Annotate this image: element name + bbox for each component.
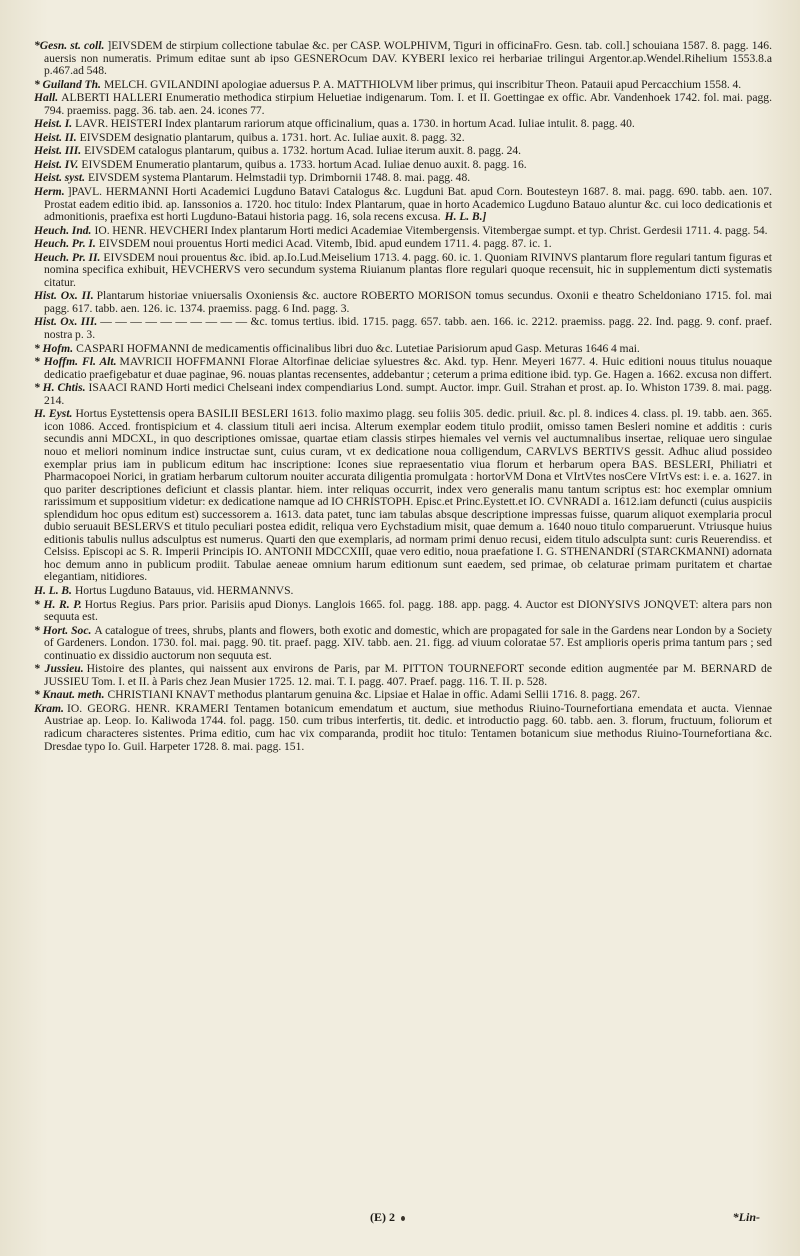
entry-text: Plantarum historiae vniuersalis Oxoniensis &c. auctore ROBERTO MORISON tomus secundus. Oxonii e theatro Scheldoniano 1715. fol. mai pagg. 617. tabb. aen. 126. ic. 1374. praemiss. pagg. 6 Ind. pagg. 3.	[44, 289, 772, 315]
entry-text: EIVSDEM designatio plantarum, quibus a. 1731. hort. Ac. Iuliae auxit. 8. pagg. 32.	[79, 130, 465, 144]
entry-siglum: H. L. B.	[34, 583, 72, 597]
catchword: *Lin-	[732, 1210, 760, 1224]
entry-siglum: Heist. I.	[34, 117, 73, 131]
entry-siglum: Hist. Ox. III.	[34, 315, 98, 329]
catalogue-entry	[34, 703, 772, 753]
entry-text: Hortus Eystettensis opera BASILII BESLERI 1613. folio maximo plagg. seu foliis 305. dedic. priuil. &c. pl. 8. indices 4. class. pl. 19. tabb. aen. 365. icon 1086. Acced. frontispicium et 4. classium tituli aeri incisa. Alterum exemplar eodem titulo prodiit, omisso tamen Besleri nomine et additis : curis secundis anni MDCXL, in quo descriptiones omissae, quartae etiam classis stirpes hiemales vel vernis vel auctumnalibus insertae, reliquae uero singulae nouo et meliori nominum indice instructae sunt, cuius curam, vt ex dedicatione noua colligendum, CARVLVS BERTIVS gessit. Adhuc aliud possideo exemplar prius iam in publicum editum hac inscriptione: Icones siue repraesentatio viua florum et herbarum opera BAS. BESLERI, Philiatri et Pharmacopoei Norici, in gratiam herbarum cultorum nouiter accurata diligentia promulgata : hortorVM Dona et VIrtVtes nosCere VIrtVs est: i. e. a. 1627. in quo pariter descriptiones deficiunt et classis plantar. hiem. inter reliquas occurrit, index vero generalis manu tantum scriptus est: hoc exemplar omnium rarissimum et suppositium videtur: ex dedicatione namque ad IO CHRISTOPH. Episc.et Princ.Eystett.et IO. CVNRADI a. 1612.iam defuncti (cuius auspiciis splendidum hoc opus editum est) successorem a. 1613. data patet, tunc iam tabulas absque descriptione impressas fuisse, quarum aliquot exemplaria procul dubio seruauit BESLERVS et titulo peculiari postea edidit, reliqua vero Eychstadium misit, quae demum a. 1640 nouo titulo comparuerunt. Vtriusque huius editionis tabulis nullus adsculptus est numerus. Quarti den que exemplaris, ad normam primi denuo recusi, eidem titulo adsculpta sunt: curis Reuerendiss. et Celsiss. Episcopi ac S. R. Imperii Principis IO. ANTONII MDCCXIII, quae vero editio, noua praefatione I. G. STHENANDRI (STARCKMANNI) adornata hoc demum anno in publicum prodiit. Tabulae aeneae omnium harum editionum sunt eaedem, sed primae, ob celaturae primam puritatem et chartae elegantiam, nitidiores.	[44, 407, 772, 584]
entry-siglum: * H. Chtis.	[34, 381, 86, 395]
entry-text: CHRISTIANI KNAVT methodus plantarum genuina &c. Lipsiae et Halae in offic. Adami Sellii 1716. 8. pagg. 267.	[107, 688, 641, 702]
catalogue-entry	[34, 79, 772, 92]
entry-siglum: Heist. III.	[34, 144, 82, 158]
catalogue-entry	[34, 585, 772, 598]
entry-siglum: * Guiland Th.	[34, 77, 101, 91]
entry-siglum: * Hofm.	[34, 341, 74, 355]
entry-text: A catalogue of trees, shrubs, plants and flowers, both exotic and domestic, which are propagated for sale in the Gardens near London by a Society of Gardeners. London. 1730. fol. mai. pagg. 90. tit. praef. pagg. XIV. tabb. aen. 21. figg. ad viuum coloratae 57. Est amplioris operis prima tantum pars ; sed continuatio ex dissidio auctorum non sequuta est.	[44, 623, 772, 662]
entry-siglum: Heuch. Pr. II.	[34, 250, 101, 264]
entry-siglum: Heist. syst.	[34, 171, 86, 185]
entry-text: Histoire des plantes, qui naissent aux environs de Paris, par M. PITTON TOURNEFORT seconde edition augmentée par M. BERNARD de JUSSIEU Tom. I. et II. à Paris chez Jean Musier 1725. 12. mai. T. I. pagg. 407. Praef. pagg. 116. T. II. p. 528.	[44, 662, 773, 688]
entry-siglum: H. Eyst.	[34, 407, 73, 421]
entry-text: Hortus Regius. Pars prior. Parisiis apud Dionys. Langlois 1665. fol. pagg. 188. app. pagg. 4. Auctor est DIONYSIVS JONQVET: altera pars non sequuta est.	[44, 597, 772, 624]
entry-text: EIVSDEM noui prouentus Horti medici Acad. Vitemb, Ibid. apud eundem 1711. 4. pagg. 87. ic. 1.	[98, 237, 552, 251]
entry-siglum: Heuch. Pr. I.	[34, 237, 96, 251]
entry-text: Hortus Lugduno Batauus, vid. HERMANNVS.	[74, 583, 294, 597]
catalogue-entry	[34, 132, 772, 145]
entry-siglum: Kram.	[34, 701, 64, 715]
entry-siglum: * Hort. Soc.	[34, 623, 92, 637]
catalogue-entries	[34, 40, 772, 753]
entry-siglum: Hall.	[34, 91, 59, 105]
page-footer	[0, 1210, 800, 1230]
entry-siglum: * Jussieu.	[34, 662, 84, 676]
entry-text: CASPARI HOFMANNI de medicamentis officinalibus libri duo &c. Lutetiae Parisiorum apud Gasp. Meturas 1646 4 mai.	[76, 341, 640, 355]
entry-text: EIVSDEM catalogus plantarum, quibus a. 1732. hortum Acad. Iuliae iterum auxit. 8. pagg. 24.	[84, 144, 522, 158]
signature-mark: (E) 2	[370, 1210, 395, 1224]
entry-siglum: Hist. Ox. II.	[34, 289, 94, 303]
entry-text: ALBERTI HALLERI Enumeratio methodica stirpium Heluetiae indigenarum. Tom. I. et II. Goettingae ex offic. Abr. Vandenhoek 1742. fol. mai. pagg. 794. praemiss. pagg. 36. tab. aen. 24. icones 77.	[44, 91, 772, 117]
entry-text: ]EIVSDEM de stirpium collectione tabulae &c. per CASP. WOLPHIVM, Tiguri in officinaFro. Gesn. tab. coll.] schouiana 1587. 8. pagg. 146. auersis non numeratis. Primum editae sunt ab ipso GESNEROcum DAV. KYBERI lexico rei herbariae trilingui Argentor.ap.Wendel.Rihelium 1553.8.a p.467.ad 548.	[44, 39, 772, 78]
catalogue-entry	[34, 40, 772, 78]
entry-siglum: * Knaut. meth.	[34, 688, 105, 702]
catalogue-entry	[34, 599, 772, 624]
entry-siglum: * Hoffm. Fl. Alt.	[34, 355, 117, 369]
entry-text: IO. HENR. HEVCHERI Index plantarum Horti medici Academiae Vitembergensis. Vitembergae sumpt. et typ. Christ. Gerdesii 1711. 4. pagg. 54.	[94, 223, 768, 237]
entry-text: MAVRICII HOFFMANNI Florae Altorfinae deliciae syluestres &c. Akd. typ. Henr. Meyeri 1677. 4. Huic editioni nouus titulus nouaque dedicatio praefigebatur et duae paginae, 96. nouas plantas recensentes, addebantur ; ceterum a prima editione ibid. typ. Ge. Hagen a. 1662. excusa non differt.	[44, 355, 772, 381]
catalogue-entry	[34, 118, 772, 131]
catalogue-entry	[34, 225, 772, 238]
entry-text: EIVSDEM systema Plantarum. Helmstadii typ. Drimbornii 1748. 8. mai. pagg. 48.	[88, 171, 471, 185]
catalogue-entry	[34, 689, 772, 702]
entry-siglum: Herm.	[34, 185, 65, 199]
entry-siglum: * H. R. P.	[34, 597, 82, 611]
catalogue-entry	[34, 625, 772, 663]
entry-text: IO. GEORG. HENR. KRAMERI Tentamen botanicum emendatum et auctum, siue methodus Riuino-Tournefortiana emendata et aucta. Viennae Austriae ap. Leop. Io. Kaliwoda 1744. fol. pagg. 150. cum tribus interfertis, tit. dedic. et introductio pagg. 60. tabb. aen. 3. florum, fructuum, foliorum et radicum characteres sistentes. Prima editio, cum hac vix comparanda, prodiit hoc titulo: Tentamen botanicum siue methodus Riuino-Tournefortiana &c. Dresdae typo Io. Guil. Harpeter 1728. 8. mai. pagg. 151.	[44, 701, 772, 753]
entry-siglum: Heuch. Ind.	[34, 223, 92, 237]
entry-siglum: *Gesn. st. coll.	[34, 39, 105, 52]
entry-text: EIVSDEM Enumeratio plantarum, quibus a. 1733. hortum Acad. Iuliae denuo auxit. 8. pagg. 16.	[81, 157, 527, 171]
catalogue-entry	[34, 408, 772, 584]
entry-text: LAVR. HEISTERI Index plantarum rariorum atque officinalium, quas a. 1730. in hortum Acad. Iuliae intulit. 8. pagg. 40.	[75, 117, 635, 131]
catalogue-entry	[34, 356, 772, 381]
catalogue-entry	[34, 145, 772, 158]
catalogue-entry	[34, 172, 772, 185]
entry-siglum: Heist. IV.	[34, 157, 79, 171]
catalogue-entry	[34, 290, 772, 315]
entry-siglum-marginal: H. L. B.]	[444, 210, 487, 224]
catalogue-entry	[34, 382, 772, 407]
catalogue-entry	[34, 186, 772, 224]
catalogue-entry	[34, 252, 772, 290]
entry-text: ISAACI RAND Horti medici Chelseani index compendiarius Lond. sumpt. Auctor. impr. Guil. Strahan et prost. ap. Io. Whiston 1739. 8. mai. pagg. 214.	[44, 381, 772, 407]
catalogue-entry	[34, 159, 772, 172]
entry-text: EIVSDEM noui prouentus &c. ibid. ap.Io.Lud.Meiselium 1713. 4. pagg. 60. ic. 1. Quoniam RIVINVS plantarum flore regulari tantum figuras et nomina specifica exhibuit, HEVCHERVS vero secundum systema Riuianum plantas flore regulari quoque recensuit, hic in supplementum dicti systematis citatur.	[44, 250, 772, 289]
entry-siglum: Heist. II.	[34, 130, 77, 144]
catalogue-entry	[34, 663, 772, 688]
catalogue-entry	[34, 316, 772, 341]
entry-text: MELCH. GVILANDINI apologiae aduersus P. A. MATTHIOLVM liber primus, qui inscribitur Theon. Patauii apud Percacchium 1558. 4.	[103, 77, 742, 91]
entry-text: ]PAVL. HERMANNI Horti Academici Lugduno Batavi Catalogus &c. Lugduni Bat. apud Corn. Boutesteyn 1687. 8. mai. pagg. 690. tabb. aen. 107. Prostat eadem editio ibid. ap. Ianssonios a. 1720. hoc titulo: Index Plantarum, quae in horto Academico Lugduno Batauo aluntur &c. cui loco dedicationis et admonitionis, praefixa est horti Lugduno-Bataui historia pagg. 16, sola recens excusa.	[44, 185, 772, 224]
catalogue-entry	[34, 238, 772, 251]
catalogue-entry	[34, 92, 772, 117]
entry-text: — — — — — — — — — — &c. tomus tertius. ibid. 1715. pagg. 657. tabb. aen. 166. ic. 2212. praemiss. pagg. 22. Ind. pagg. 9. conf. praef. nostra p. 3.	[44, 315, 772, 342]
catalogue-entry	[34, 343, 772, 356]
ink-speck	[401, 1216, 405, 1221]
